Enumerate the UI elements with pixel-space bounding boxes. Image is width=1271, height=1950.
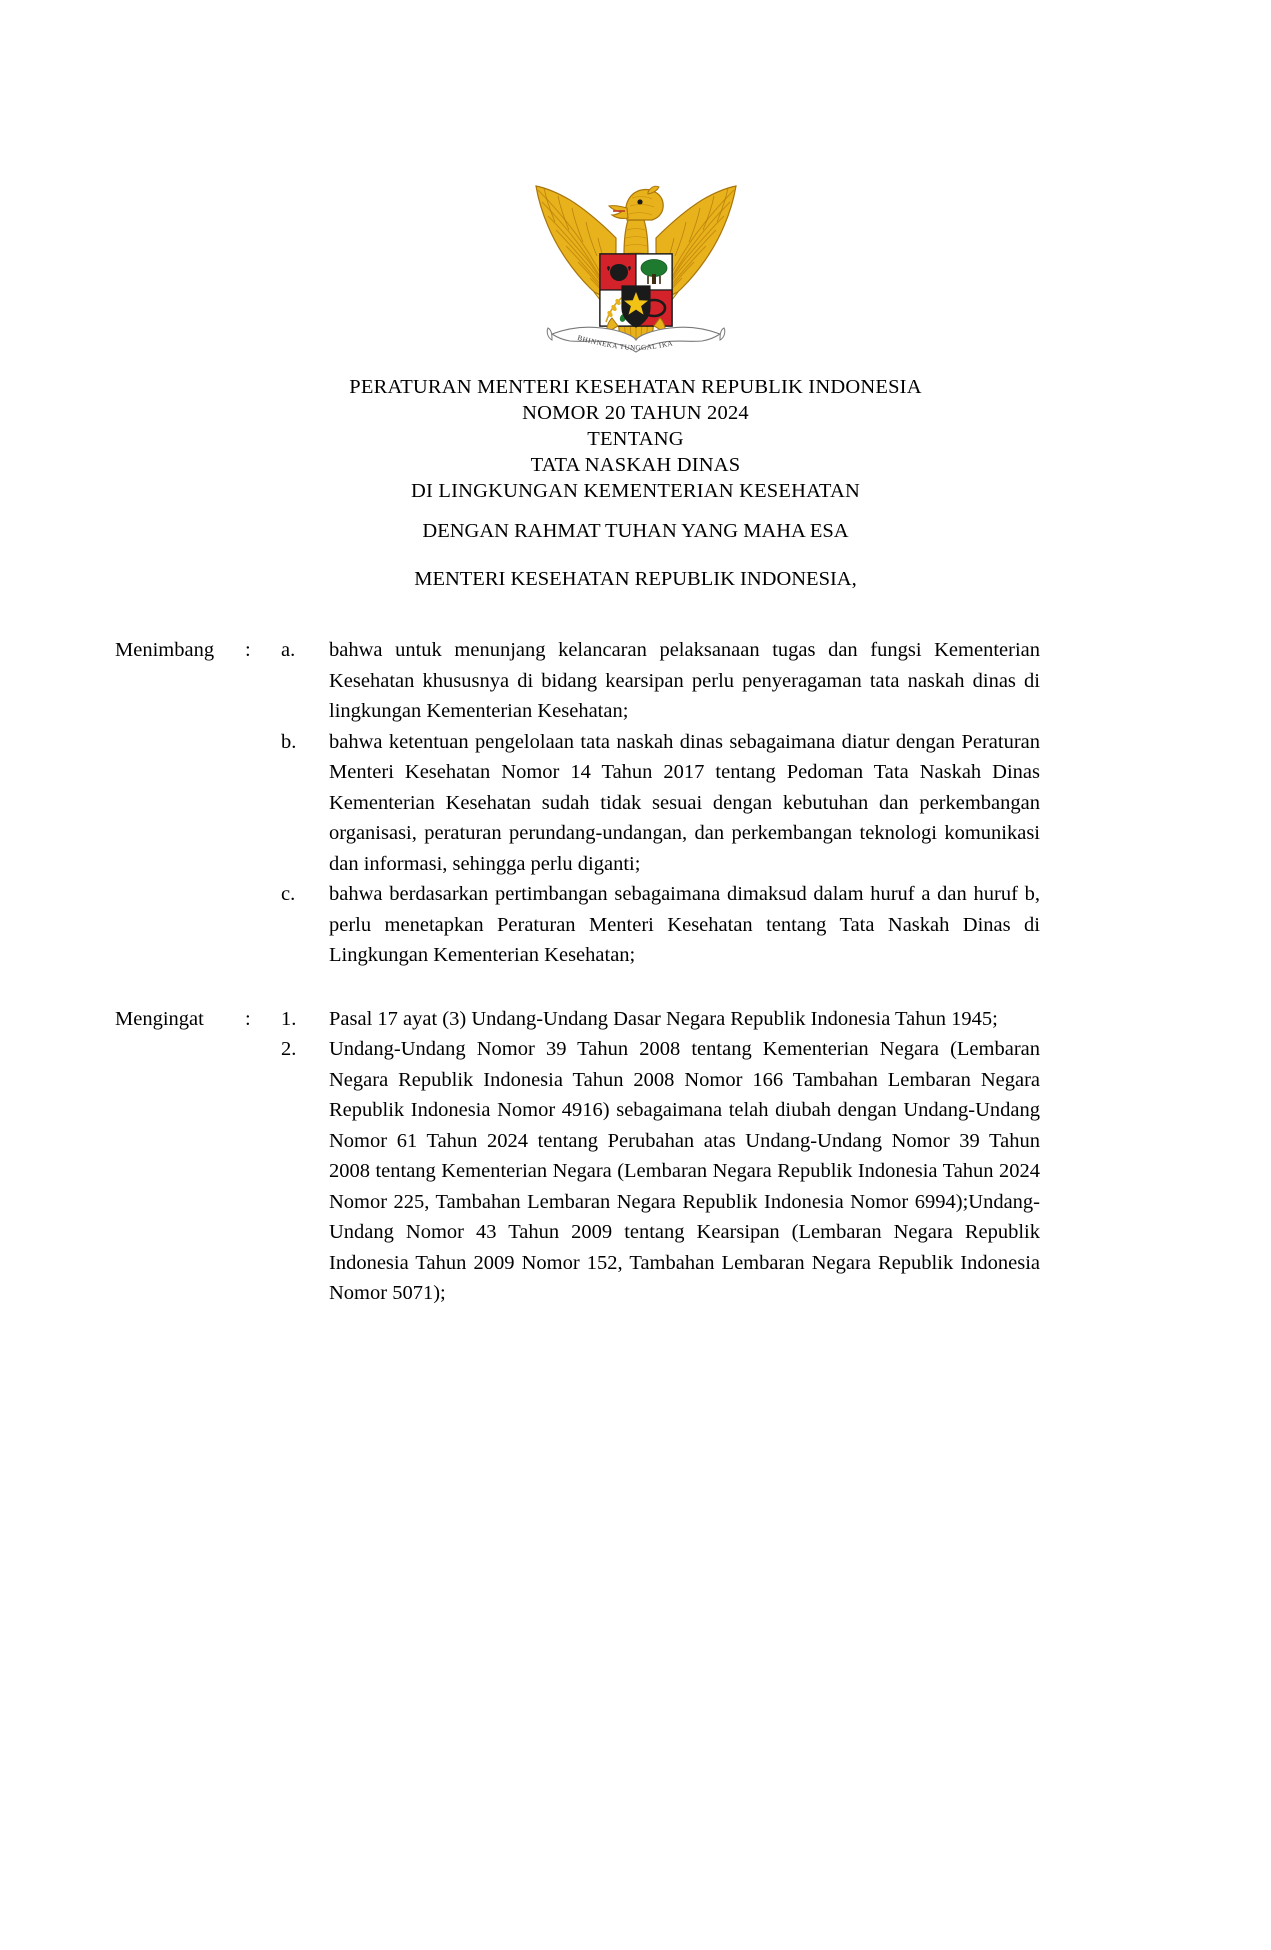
title-line-3: TENTANG — [587, 428, 684, 450]
section-label-mengingat: Mengingat — [115, 1007, 204, 1030]
clause-item — [281, 635, 1040, 727]
item-marker: 1. — [281, 1007, 297, 1030]
minister-line: MENTERI KESEHATAN REPUBLIK INDONESIA, — [414, 568, 857, 590]
title-line-5: DI LINGKUNGAN KEMENTERIAN KESEHATAN — [411, 480, 860, 502]
invocation-line: DENGAN RAHMAT TUHAN YANG MAHA ESA — [422, 520, 849, 542]
item-marker: c. — [281, 883, 296, 905]
section-items-menimbang — [281, 635, 1271, 971]
clause-item — [281, 1004, 1040, 1035]
beak-icon — [609, 206, 628, 219]
section-colon-mengingat: : — [245, 1007, 251, 1030]
section-items-mengingat — [281, 1004, 1271, 1309]
item-marker: b. — [281, 730, 297, 753]
document-title-block — [0, 374, 1271, 504]
item-text: bahwa berdasarkan pertimbangan sebagaimana dimaksud dalam huruf a dan huruf b, perlu menetapkan Peraturan Menteri Kesehatan tentang Tata Naskah Dinas di Lingkungan Kementerian Kesehatan; — [329, 883, 1040, 966]
section-spacer — [0, 971, 1271, 1004]
item-text: Pasal 17 ayat (3) Undang-Undang Dasar Negara Republik Indonesia Tahun 1945; — [329, 1007, 998, 1030]
section-menimbang — [0, 635, 1271, 971]
section-mengingat — [0, 1004, 1271, 1309]
pancasila-shield-icon — [600, 254, 672, 327]
item-text: bahwa ketentuan pengelolaan tata naskah dinas sebagaimana diatur dengan Peraturan Menteri Kesehatan Nomor 14 Tahun 2017 tentang Pedoman Tata Naskah Dinas Kementerian Kesehatan sudah tidak sesuai dengan kebutuhan dan perkembangan organisasi, peraturan perundang-undangan, dan perkembangan teknologi komunikasi dan informasi, sehingga perlu diganti; — [329, 730, 1040, 875]
clause-item — [281, 1034, 1040, 1309]
item-marker: 2. — [281, 1038, 297, 1060]
item-text: Undang-Undang Nomor 39 Tahun 2008 tentang Kementerian Negara (Lembaran Negara Republik Indonesia Tahun 2008 Nomor 166 Tambahan Lembaran Negara Republik Indonesia Nomor 4916) sebagaimana telah diubah dengan Undang-Undang Nomor 61 Tahun 2024 tentang Perubahan atas Undang-Undang Nomor 39 Tahun 2008 tentang Kementerian Negara (Lembaran Negara Republik Indonesia Tahun 2024 Nomor 225, Tambahan Lembaran Negara Republik Indonesia Nomor 6994);Undang-Undang Nomor 43 Tahun 2009 tentang Kearsipan (Lembaran Negara Republik Indonesia Tahun 2009 Nomor 152, Tambahan Lembaran Negara Republik Indonesia Nomor 5071); — [329, 1038, 1040, 1304]
garuda-pancasila-emblem — [524, 168, 748, 358]
section-colon-menimbang: : — [245, 639, 251, 661]
emblem-container — [0, 168, 1271, 358]
item-marker: a. — [281, 639, 296, 661]
title-line-2: NOMOR 20 TAHUN 2024 — [522, 402, 749, 424]
title-line-1: PERATURAN MENTERI KESEHATAN REPUBLIK INDONESIA — [349, 376, 922, 398]
clause-item — [281, 727, 1040, 880]
motto-text: BHINNEKA TUNGGAL IKA — [575, 333, 674, 353]
eye-icon — [637, 199, 642, 204]
head-icon — [609, 186, 663, 220]
clauses-container — [0, 635, 1271, 1309]
title-line-4: TATA NASKAH DINAS — [530, 454, 741, 476]
clause-item — [281, 879, 1040, 971]
section-label-menimbang: Menimbang — [115, 639, 215, 661]
item-text: bahwa untuk menunjang kelancaran pelaksanaan tugas dan fungsi Kementerian Kesehatan khususnya di bidang kearsipan perlu penyeragaman tata naskah dinas di lingkungan Kementerian Kesehatan; — [329, 639, 1040, 722]
